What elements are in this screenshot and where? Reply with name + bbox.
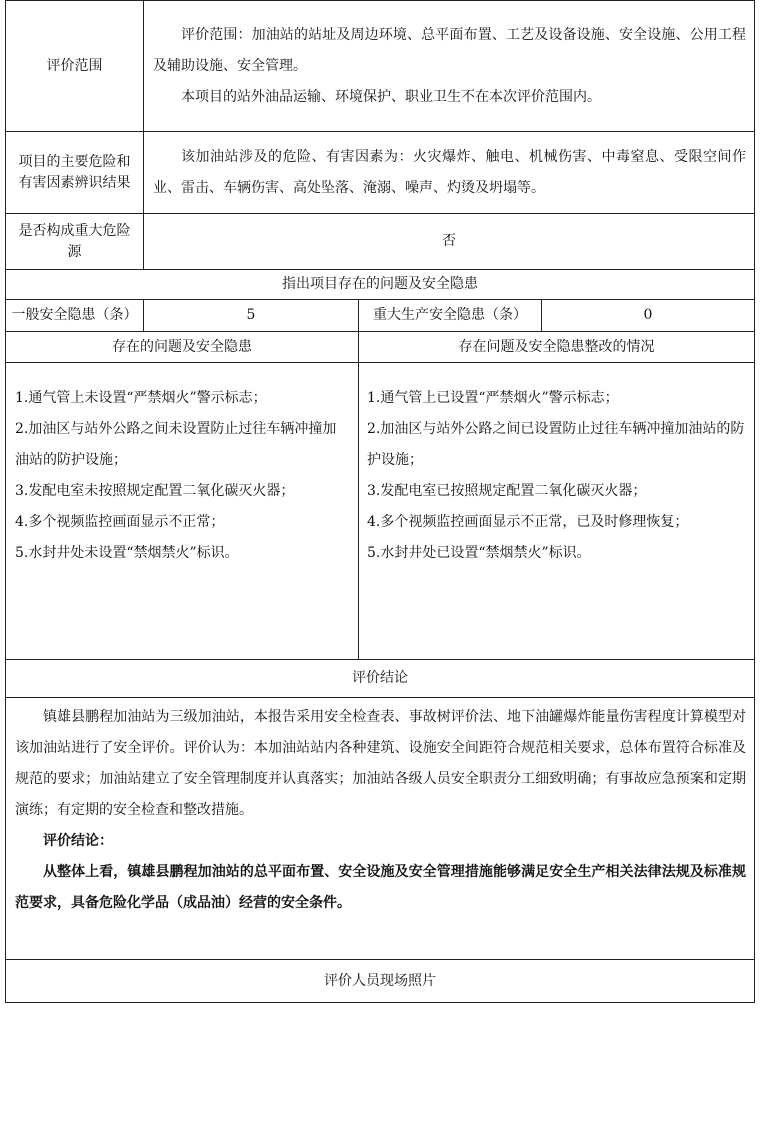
conclusion-subtitle: 评价结论： [43, 833, 113, 849]
photos-header: 评价人员现场照片 [6, 960, 755, 1003]
conclusion-content [6, 698, 755, 960]
conclusion-body: 镇雄县鹏程加油站为三级加油站，本报告采用安全检查表、事故树评价法、地下油罐爆炸能量伤害程度计算模型对该加油站进行了安全评价。评价认为：本加油站站内各种建筑、设施安全间距符合规范相关要求，总体布置符合标准及规范的要求；加油站建立了安全管理制度并认真落实；加油站各级人员安全职责分工细致明确；有事故应急预案和定期演练；有定期的安全检查和整改措施。 [15, 709, 746, 818]
conclusion-row [6, 698, 755, 960]
issue-item-2: 2.加油区与站外公路之间未设置防止过往车辆冲撞加油站的防护设施； [15, 421, 337, 468]
scope-row [6, 1, 755, 132]
scope-paragraph-2: 本项目的站外油品运输、环境保护、职业卫生不在本次评价范围内。 [181, 88, 601, 105]
general-hazard-count-value: 5 [144, 300, 359, 332]
evaluation-table [5, 0, 755, 1003]
rectification-item-2: 2.加油区与站外公路之间已设置防止过往车辆冲撞加油站的防护设施； [367, 421, 745, 468]
hazards-text: 该加油站涉及的危险、有害因素为：火灾爆炸、触电、机械伤害、中毒窒息、受限空间作业、雷击、车辆伤害、高处坠落、淹溺、噪声、灼烫及坍塌等。 [153, 148, 746, 196]
issue-item-3: 3.发配电室未按照规定配置二氧化碳灭火器； [15, 483, 295, 499]
issues-subheader-row [6, 332, 755, 363]
issues-left-header: 存在的问题及安全隐患 [6, 332, 359, 363]
counts-row [6, 300, 755, 332]
major-hazard-row [6, 214, 755, 270]
major-hazard-label: 是否构成重大危险源 [6, 214, 144, 270]
rectification-item-4: 4.多个视频监控画面显示不正常，已及时修理恢复； [367, 514, 689, 530]
issues-header-row [6, 270, 755, 300]
rectification-item-1: 1.通气管上已设置“严禁烟火”警示标志； [367, 390, 619, 406]
issues-header: 指出项目存在的问题及安全隐患 [6, 270, 755, 300]
hazards-content [144, 132, 755, 214]
issue-item-1: 1.通气管上未设置“严禁烟火”警示标志； [15, 390, 267, 406]
issues-right-list [359, 363, 755, 660]
photos-row [6, 960, 755, 1003]
conclusion-header: 评价结论 [6, 660, 755, 698]
major-hazard-value: 否 [144, 214, 755, 270]
conclusion-final: 从整体上看，镇雄县鹏程加油站的总平面布置、安全设施及安全管理措施能够满足安全生产相关法律法规及标准规范要求，具备危险化学品（成品油）经营的安全条件。 [15, 864, 746, 911]
major-hazard-count-label: 重大生产安全隐患（条） [359, 300, 542, 332]
rectification-item-5: 5.水封井处已设置“禁烟禁火”标识。 [367, 545, 591, 561]
issues-right-header: 存在问题及安全隐患整改的情况 [359, 332, 755, 363]
issue-item-4: 4.多个视频监控画面显示不正常； [15, 514, 225, 530]
major-hazard-count-value: 0 [542, 300, 755, 332]
scope-paragraph-1: 评价范围：加油站的站址及周边环境、总平面布置、工艺及设备设施、安全设施、公用工程及辅助设施、安全管理。 [153, 26, 746, 74]
issue-item-5: 5.水封井处未设置“禁烟禁火”标识。 [15, 545, 239, 561]
hazards-row [6, 132, 755, 214]
issues-list-row [6, 363, 755, 660]
scope-label: 评价范围 [6, 1, 144, 132]
conclusion-header-row [6, 660, 755, 698]
general-hazard-count-label: 一般安全隐患（条） [6, 300, 144, 332]
issues-left-list [6, 363, 359, 660]
hazards-label: 项目的主要危险和有害因素辨识结果 [6, 132, 144, 214]
scope-content [144, 1, 755, 132]
rectification-item-3: 3.发配电室已按照规定配置二氧化碳灭火器； [367, 483, 647, 499]
